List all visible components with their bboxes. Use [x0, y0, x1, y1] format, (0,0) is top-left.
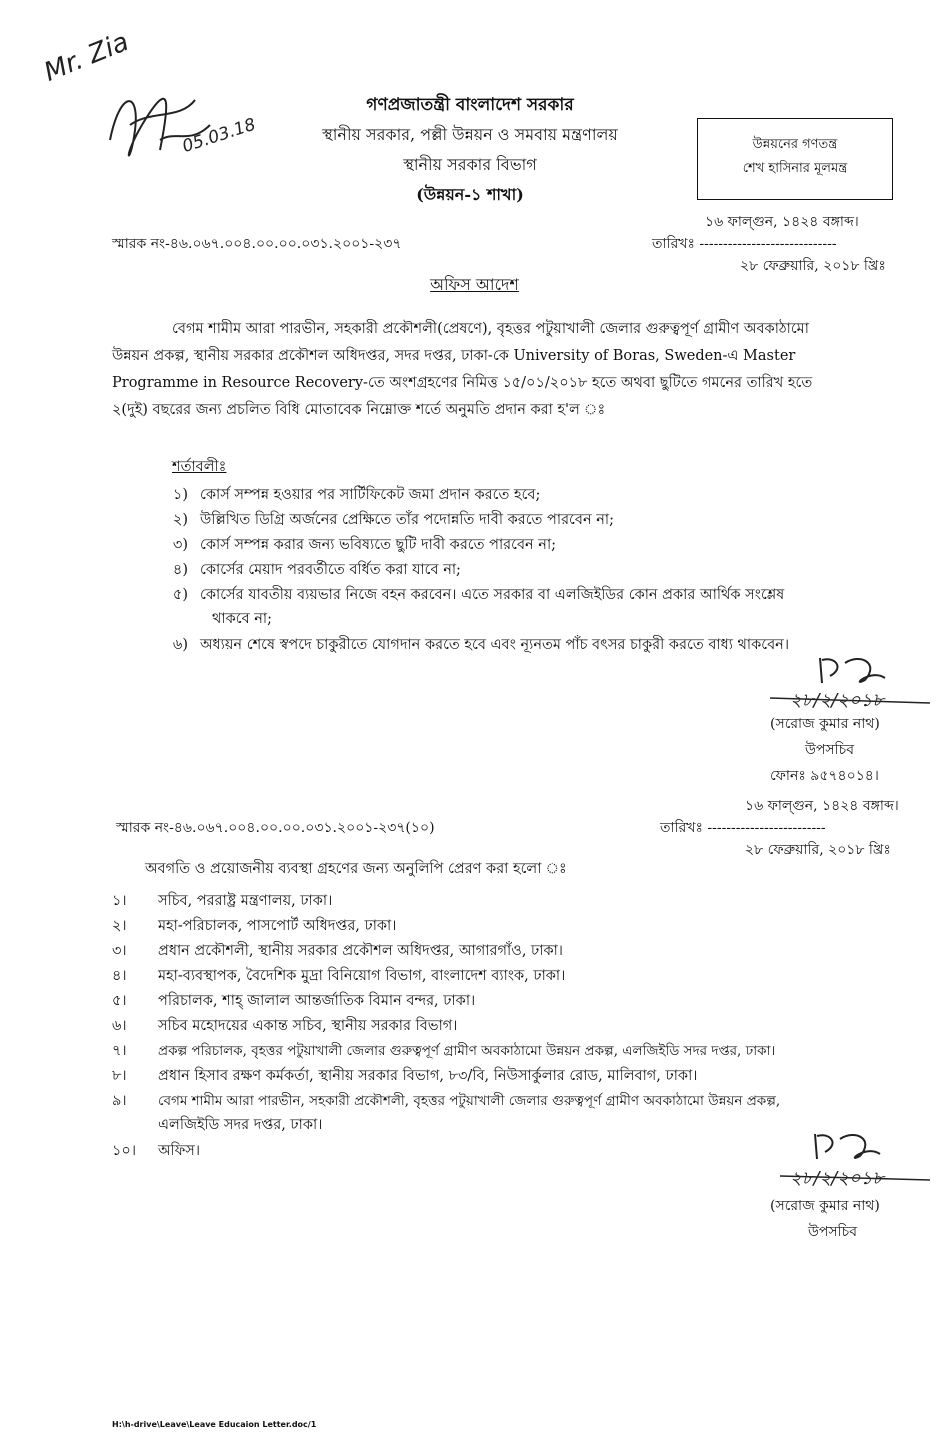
signature-2-name: (সরোজ কুমার নাথ): [770, 1198, 880, 1214]
cc-item: [112, 1013, 912, 1039]
header-govt: গণপ্রজাতন্ত্রী বাংলাদেশ সরকার: [366, 95, 574, 115]
condition-item: [148, 482, 908, 508]
signature-1-name: (সরোজ কুমার নাথ): [770, 716, 880, 732]
cc-num: ৫।: [112, 993, 127, 1009]
order-body-line: Programme in Resource Recovery-তে অংশগ্রহণের নিমিত্ত ১৫/০১/২০১৮ হতে অথবা ছুটিতে গমনের তারিখ হতে: [112, 375, 813, 391]
cc-text: মহা-ব্যবস্থাপক, বৈদেশিক মুদ্রা বিনিয়োগ বিভাগ, বাংলাদেশ ব্যাংক, ঢাকা।: [158, 968, 566, 984]
condition-num: ১): [172, 487, 188, 503]
handwritten-date: 05.03.18: [180, 114, 259, 158]
footer-file-path: H:\h-drive\Leave\Leave Educaion Letter.doc/1: [112, 1420, 317, 1429]
signature-2-designation: উপসচিব: [808, 1224, 858, 1240]
memo1-ref: স্মারক নং-৪৬.০৬৭.০০৪.০০.০০.০৩১.২০০১-২৩৭: [112, 236, 402, 252]
cc-item: [112, 963, 912, 989]
memo2-ref: স্মারক নং-৪৬.০৬৭.০০৪.০০.০০.০৩১.২০০১-২৩৭(১০): [116, 820, 435, 836]
order-title: অফিস আদেশ: [430, 275, 519, 294]
cc-num: ৭।: [112, 1043, 127, 1059]
condition-item: [148, 582, 908, 608]
condition-num: ৬): [172, 637, 188, 653]
cc-num: ২।: [112, 918, 127, 934]
condition-num: ৩): [172, 537, 188, 553]
memo1-date-bangla: ১৬ ফাল্গুন, ১৪২৪ বঙ্গাব্দ।: [705, 214, 859, 230]
memo2-date-bangla: ১৬ ফাল্গুন, ১৪২৪ বঙ্গাব্দ।: [745, 798, 899, 814]
cc-num: ৮।: [112, 1068, 127, 1084]
condition-text-cont: থাকবে না;: [212, 611, 272, 627]
memo1-date-english: ২৮ ফেব্রুয়ারি, ২০১৮ খ্রিঃ: [740, 258, 886, 274]
condition-text: উল্লিখিত ডিগ্রি অর্জনের প্রেক্ষিতে তাঁর পদোন্নতি দাবী করতে পারবেন না;: [200, 512, 614, 528]
cc-num: ৩।: [112, 943, 127, 959]
condition-num: ৫): [172, 587, 188, 603]
signature-1-phone: ফোনঃ ৯৫৭৪০১৪।: [770, 768, 879, 784]
cc-text: মহা-পরিচালক, পাসপোর্ট অধিদপ্তর, ঢাকা।: [158, 918, 397, 934]
motto-box: [697, 118, 893, 200]
cc-text: প্রকল্প পরিচালক, বৃহত্তর পটুয়াখালী জেলার গুরুত্বপূর্ণ গ্রামীণ অবকাঠামো উন্নয়ন প্রকল্প, এলজিইডি সদর দপ্তর, ঢাকা।: [158, 1043, 776, 1059]
memo1-date-label: তারিখঃ -----------------------------: [652, 236, 837, 252]
cc-item: [112, 1063, 912, 1089]
motto-line-2: শেখ হাসিনার মূলমন্ত্র: [742, 161, 848, 176]
condition-item: [148, 532, 908, 558]
cc-num: ৯।: [112, 1093, 127, 1109]
cc-item: [112, 938, 912, 964]
signature-2-date: ২৮/২/২০১৮: [790, 1168, 884, 1189]
condition-item-continued: [148, 606, 949, 632]
cc-text: সচিব, পররাষ্ট্র মন্ত্রণালয়, ঢাকা।: [158, 893, 333, 909]
condition-text: অধ্যয়ন শেষে স্বপদে চাকুরীতে যোগদান করতে হবে এবং ন্যূনতম পাঁচ বৎসর চাকুরী করতে বাধ্য থাকবেন।: [200, 637, 790, 653]
cc-text: বেগম শামীম আরা পারভীন, সহকারী প্রকৌশলী, বৃহত্তর পটুয়াখালী জেলার গুরুত্বপূর্ণ গ্রামীণ অবকাঠামো উন্নয়ন প্রকল্প,: [158, 1093, 781, 1109]
order-body-line: উন্নয়ন প্রকল্প, স্থানীয় সরকার প্রকৌশল অধিদপ্তর, সদর দপ্তর, ঢাকা-কে University of Boras, Sweden-এ Master: [112, 348, 796, 364]
cc-intro: অবগতি ও প্রয়োজনীয় ব্যবস্থা গ্রহণের জন্য অনুলিপি প্রেরণ করা হলো ঃ: [145, 861, 567, 877]
order-body-line: বেগম শামীম আরা পারভীন, সহকারী প্রকৌশলী(প্রেষণে), বৃহত্তর পটুয়াখালী জেলার গুরুত্বপূর্ণ গ্রামীণ অবকাঠামো: [172, 321, 809, 337]
cc-item: [112, 913, 912, 939]
cc-num: ৬।: [112, 1018, 127, 1034]
cc-text: অফিস।: [158, 1143, 201, 1159]
condition-text: কোর্সের যাবতীয় ব্যয়ভার নিজে বহন করবেন। এতে সরকার বা এলজিইডির কোন প্রকার আর্থিক সংশ্লেষ: [200, 587, 785, 603]
cc-item: [112, 1088, 912, 1114]
motto-line-1: উন্নয়নের গণতন্ত্র: [752, 137, 838, 152]
conditions-title: শর্তাবলীঃ: [172, 459, 227, 475]
condition-item: [148, 507, 908, 533]
condition-text: কোর্স সম্পন্ন করার জন্য ভবিষ্যতে ছুটি দাবী করতে পারবেন না;: [200, 537, 557, 553]
condition-text: কোর্স সম্পন্ন হওয়ার পর সার্টিফিকেট জমা প্রদান করতে হবে;: [200, 487, 541, 503]
header-division: স্থানীয় সরকার বিভাগ: [403, 155, 537, 174]
condition-text: কোর্সের মেয়াদ পরবর্তীতে বর্ধিত করা যাবে না;: [200, 562, 461, 578]
header-branch: (উন্নয়ন-১ শাখা): [416, 185, 524, 204]
condition-item: [148, 557, 908, 583]
condition-num: ৪): [172, 562, 188, 578]
memo2-date-label: তারিখঃ -------------------------: [660, 820, 826, 836]
cc-item: [112, 1038, 912, 1064]
signature-1-designation: উপসচিব: [805, 742, 855, 758]
signature-1-date: ২৮/২/২০১৮: [790, 690, 884, 711]
header-ministry: স্থানীয় সরকার, পল্লী উন্নয়ন ও সমবায় মন্ত্রণালয়: [322, 125, 618, 144]
handwritten-name: Mr. Zia: [40, 26, 134, 88]
cc-num: ১০।: [112, 1143, 137, 1159]
cc-text: পরিচালক, শাহ্ জালাল আন্তর্জাতিক বিমান বন্দর, ঢাকা।: [158, 993, 476, 1009]
cc-text-cont: এলজিইডি সদর দপ্তর, ঢাকা।: [158, 1117, 323, 1133]
order-body: [112, 316, 912, 424]
memo2-date-english: ২৮ ফেব্রুয়ারি, ২০১৮ খ্রিঃ: [745, 842, 891, 858]
cc-item: [112, 988, 912, 1014]
cc-text: প্রধান প্রকৌশলী, স্থানীয় সরকার প্রকৌশল অধিদপ্তর, আগারগাঁও, ঢাকা।: [158, 943, 563, 959]
order-body-line: ২(দুই) বছরের জন্য প্রচলিত বিধি মোতাবেক নিম্নোক্ত শর্তে অনুমতি প্রদান করা হ'ল ঃ: [112, 402, 606, 418]
cc-text: প্রধান হিসাব রক্ষণ কর্মকর্তা, স্থানীয় সরকার বিভাগ, ৮৩/বি, নিউসার্কুলার রোড, মালিবাগ, ঢাকা।: [158, 1068, 698, 1084]
condition-num: ২): [172, 512, 188, 528]
cc-num: ১।: [112, 893, 127, 909]
cc-item: [112, 888, 912, 914]
cc-num: ৪।: [112, 968, 127, 984]
cc-text: সচিব মহোদয়ের একান্ত সচিব, স্থানীয় সরকার বিভাগ।: [158, 1018, 458, 1034]
